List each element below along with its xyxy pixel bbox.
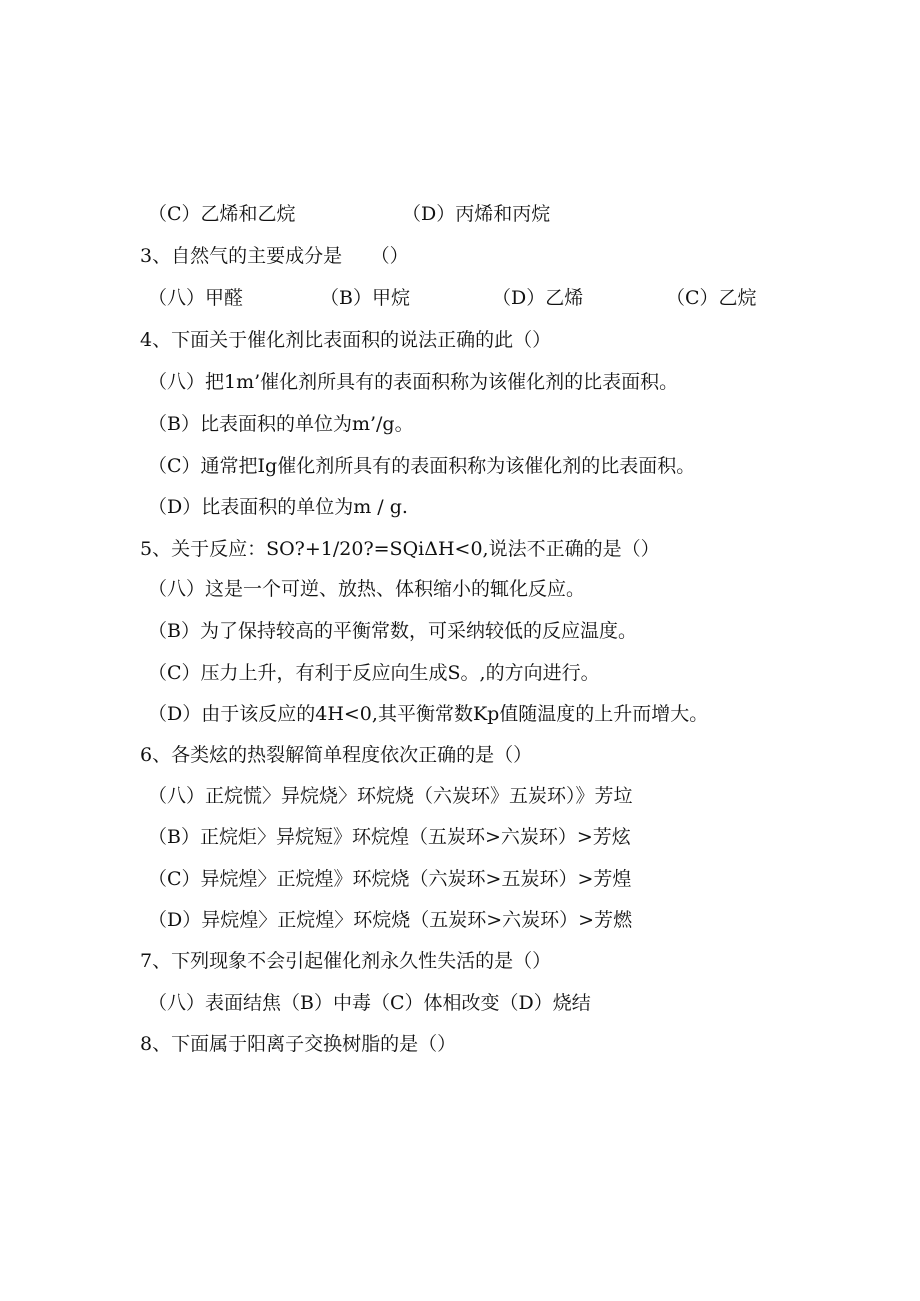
question-7: 7、下列现象不会引起催化剂永久性失活的是（） — [140, 950, 552, 972]
question-3: 3、自然气的主要成分是 （） — [140, 245, 409, 267]
option-line: （D）异烷煌〉正烷煌〉环烷烧（五炭环>六炭环）>芳燃 — [148, 909, 633, 931]
option-line: （B）比表面积的单位为m’/g。 — [148, 413, 414, 435]
option-line: （B）正烷炬〉异烷短》环烷煌（五炭环>六炭环）>芳炫 — [148, 826, 631, 848]
question-5: 5、关于反应：SO?+1/20?=SQiΔH<0,说法不正确的是（） — [140, 538, 660, 560]
option-line: （八）正烷慌〉异烷烧〉环烷烧（六炭环》五炭环）》芳垃 — [148, 785, 633, 807]
option-d: （D）乙烯 — [492, 287, 584, 309]
option-d: （D）丙烯和丙烷 — [402, 203, 551, 225]
option-line: （D）由于该反应的4H<0,其平衡常数Kp值随温度的上升而增大。 — [148, 703, 709, 725]
option-line: （八）这是一个可逆、放热、体积缩小的辄化反应。 — [148, 578, 586, 600]
option-line: （八）把1m’催化剂所具有的表面积称为该催化剂的比表面积。 — [148, 371, 679, 393]
option-line: （C）异烷煌〉正烷煌》环烷烧（六炭环>五炭环）>芳煌 — [148, 868, 632, 890]
question-4: 4、下面关于催化剂比表面积的说法正确的此（） — [140, 329, 552, 351]
option-line: （八）表面结焦（B）中毒（C）体相改变（D）烧结 — [148, 992, 591, 1014]
option-c: （C）乙烯和乙烷 — [148, 203, 296, 225]
option-a: （八）甲醛 — [148, 287, 244, 309]
option-line: （C）压力上升，有利于反应向生成S。,的方向进行。 — [148, 662, 600, 684]
question-8: 8、下面属于阳离子交换树脂的是（） — [140, 1033, 457, 1055]
option-line: （B）为了保持较高的平衡常数，可采纳较低的反应温度。 — [148, 620, 637, 642]
option-line: （C）通常把Ig催化剂所具有的表面积称为该催化剂的比表面积。 — [148, 455, 696, 477]
question-6: 6、各类炫的热裂解简单程度依次正确的是（） — [140, 744, 533, 766]
option-line: （D）比表面积的单位为m / g. — [148, 496, 408, 518]
option-b: （B）甲烷 — [320, 287, 410, 309]
option-c: （C）乙烷 — [666, 287, 757, 309]
